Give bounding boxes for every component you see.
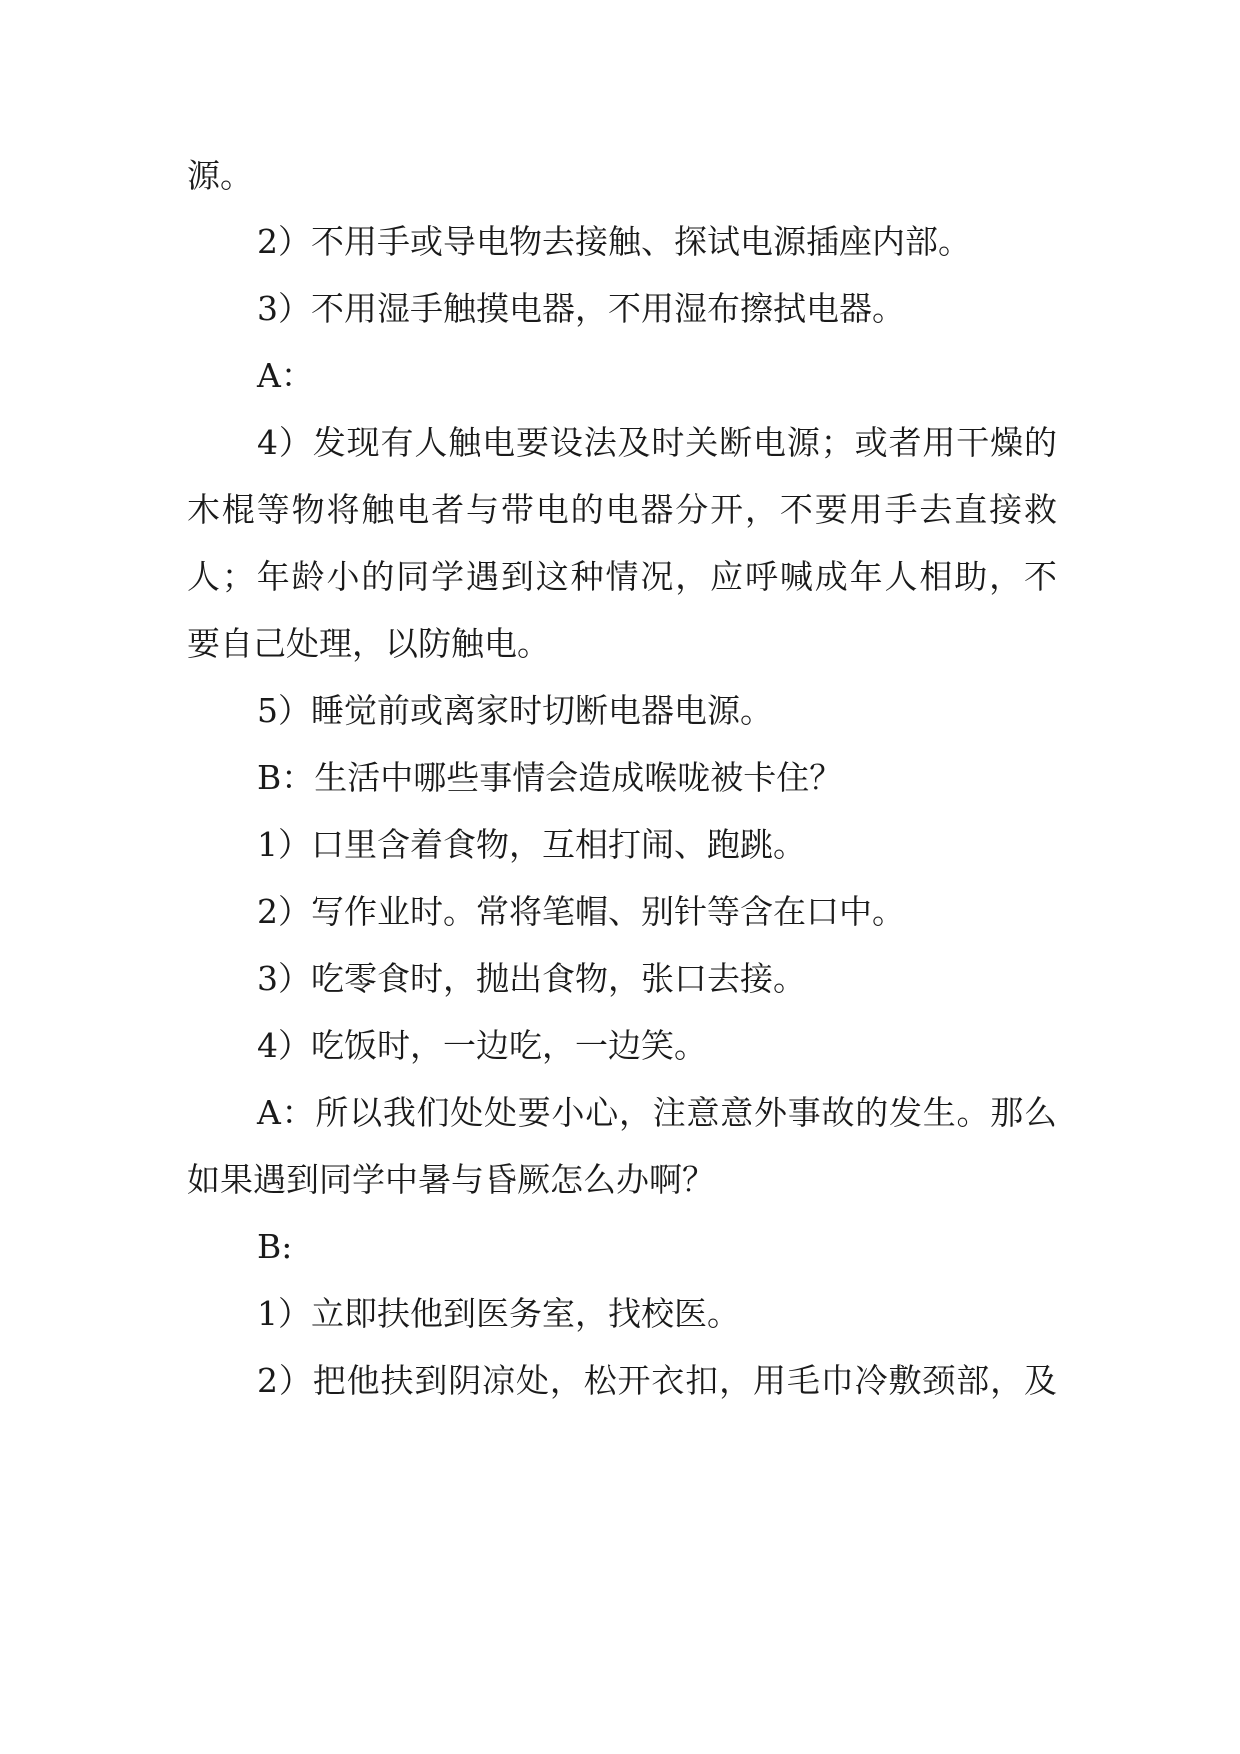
text-line-choking-question: B：生活中哪些事情会造成喉咙被卡住？	[257, 758, 843, 797]
text-line-choking-item-2: 2）写作业时。常将笔帽、别针等含在口中。	[257, 892, 905, 931]
text-line-heatstroke-item-1: 1）立即扶他到医务室，找校医。	[257, 1294, 740, 1333]
text-line-heatstroke-question-cont: 如果遇到同学中暑与昏厥怎么办啊？	[187, 1160, 715, 1199]
text-line-heatstroke-question: A：所以我们处处要小心，注意意外事故的发生。那么	[257, 1093, 1057, 1132]
text-line-speaker-a: A：	[257, 356, 314, 395]
text-line-electric-item-5: 5）睡觉前或离家时切断电器电源。	[257, 691, 773, 730]
text-line-electric-item-4-cont-1: 木棍等物将触电者与带电的电器分开，不要用手去直接救	[187, 490, 1057, 529]
text-line-choking-item-1: 1）口里含着食物，互相打闹、跑跳。	[257, 825, 806, 864]
text-line-electric-item-3: 3）不用湿手触摸电器，不用湿布擦拭电器。	[257, 289, 905, 328]
text-line-electric-item-4: 4）发现有人触电要设法及时关断电源；或者用干燥的	[257, 423, 1057, 462]
text-line-choking-item-3: 3）吃零食时，抛出食物，张口去接。	[257, 959, 806, 998]
text-line-electric-item-4-cont-2: 人；年龄小的同学遇到这种情况，应呼喊成年人相助，不	[187, 557, 1057, 596]
text-line-choking-item-4: 4）吃饭时，一边吃，一边笑。	[257, 1026, 707, 1065]
text-line-heatstroke-item-2: 2）把他扶到阴凉处，松开衣扣，用毛巾冷敷颈部，及	[257, 1361, 1057, 1400]
text-line-speaker-b: B:	[257, 1227, 293, 1266]
text-line-electric-item-4-cont-3: 要自己处理，以防触电。	[187, 624, 550, 663]
text-line-electric-item-2: 2）不用手或导电物去接触、探试电源插座内部。	[257, 222, 971, 261]
text-line-continuation: 源。	[187, 156, 253, 195]
